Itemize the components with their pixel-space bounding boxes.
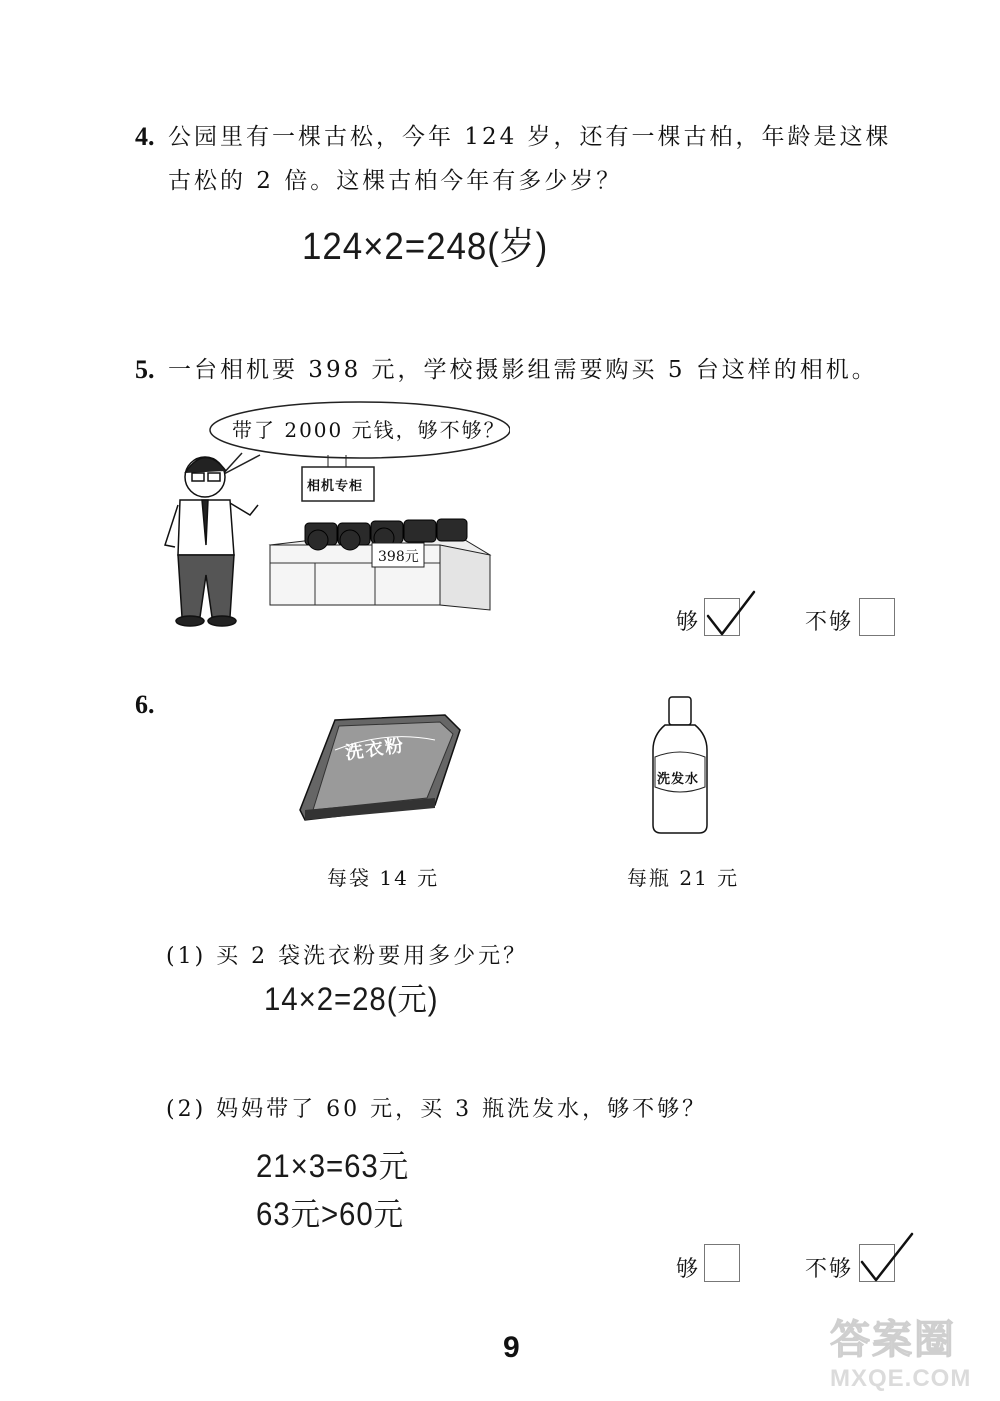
question-6-part-1-text: (1) 买 2 袋洗衣粉要用多少元？ [166,944,529,969]
question-4-number: 4. [135,122,155,151]
checkmark-icon [856,1230,918,1286]
q6-option-not-enough-label: 不够 [805,1257,854,1282]
question-4-text-line2: 古松的 2 倍。这棵古柏今年有多少岁？ [168,168,623,194]
question-5-number: 5. [135,355,155,384]
page-number: 9 [503,1331,520,1364]
checkmark-icon [702,588,762,640]
watermark-logo-mark: 答案圈 [830,1317,956,1363]
speech-bubble-text: 带了 2000 元钱，够不够？ [232,418,506,442]
shampoo-bottle-image [645,695,715,835]
question-6-part-2-answer-line2: 63元>60元 [256,1196,405,1232]
watermark-logo [830,1308,990,1394]
q6-option-enough-label: 够 [676,1257,701,1282]
q5-option-not-enough-label: 不够 [805,610,854,635]
detergent-price-caption: 每袋 14 元 [327,866,440,890]
question-6-part-2-answer-line1: 21×3=63元 [256,1148,410,1184]
shampoo-bottle-label: 洗发水 [657,772,700,787]
shampoo-price-caption: 每瓶 21 元 [627,866,740,890]
question-6-part-1-answer: 14×2=28(元) [264,981,439,1017]
price-tag-text: 398元 [378,549,419,565]
watermark-logo-url: MXQE.COM [830,1365,972,1392]
detergent-bag-label: 洗衣粉 [344,734,407,765]
q5-option-not-enough-box[interactable] [859,598,895,636]
question-6-part-2-text: (2) 妈妈带了 60 元，买 3 瓶洗发水，够不够？ [166,1097,708,1122]
counter-sign-text: 相机专柜 [307,479,364,494]
detergent-bag-image [295,710,465,830]
question-5-text: 一台相机要 398 元，学校摄影组需要购买 5 台这样的相机。 [168,357,878,383]
q5-option-enough-label: 够 [676,610,701,635]
question-4-text-line1: 公园里有一棵古松，今年 124 岁，还有一棵古柏，年龄是这棵 [168,124,892,150]
question-6-number: 6. [135,690,155,719]
question-4-handwritten-answer: 124×2=248(岁) [302,226,549,268]
q6-option-enough-box[interactable] [704,1244,740,1282]
